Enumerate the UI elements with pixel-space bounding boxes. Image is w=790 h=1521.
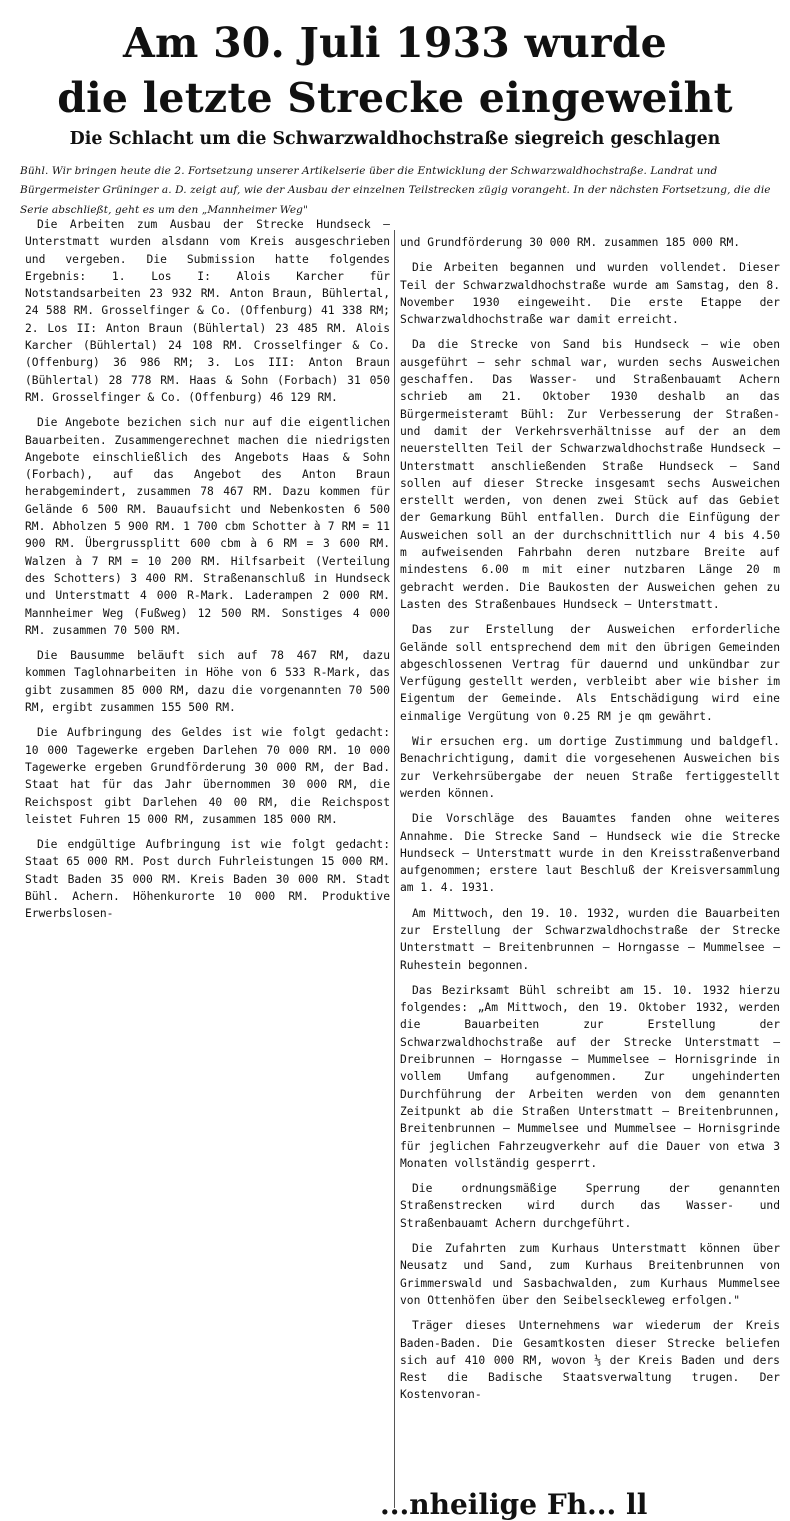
headline-line-1: Am 30. Juli 1933 wurde — [123, 19, 667, 67]
paragraph: Die endgültige Aufbringung ist wie folgt gedacht: Staat 65 000 RM. Post durch Fuhrleistungen 15 000 RM. Stadt Baden 35 000 RM. Kreis Baden 30 000 RM. Stadt Bühl. Achern. Höhenkurorte 10 000 RM. Produktive Erwerbslosen- — [25, 838, 390, 921]
cut-off-headline-fragment: ...nheilige Fh... ll — [380, 1488, 648, 1521]
paragraph: Wir ersuchen erg. um dortige Zustimmung und baldgefl. Benachrichtigung, damit die vorgesehenen Ausweichen bis zur Verkehrsübergabe der neuen Straße fertiggestellt werden können. — [400, 735, 780, 800]
paragraph: Die Zufahrten zum Kurhaus Unterstmatt können über Neusatz und Sand, zum Kurhaus Breitenbrunnen von Grimmerswald und Sasbachwalden, zum Kurhaus Mummelsee von Ottenhöfen über den Seibelseckleweg erfolgen." — [400, 1242, 780, 1307]
subheadline: Die Schlacht um die Schwarzwaldhochstraße siegreich geschlagen — [69, 129, 721, 149]
left-column — [25, 216, 390, 931]
paragraph: Am Mittwoch, den 19. 10. 1932, wurden die Bauarbeiten zur Erstellung der Schwarzwaldhochstraße der Strecke Unterstmatt — Breitenbrunnen — Horngasse — Mummelsee — Ruhestein begonnen. — [400, 906, 780, 972]
paragraph: Träger dieses Unternehmens war wiederum der Kreis Baden-Baden. Die Gesamtkosten dieser Strecke beliefen sich auf 410 000 RM, wovon ⅓ der Kreis Baden und ders Rest die Badische Staatsverwaltung trugen. Der Kostenvoran- — [400, 1319, 780, 1402]
paragraph: Die Arbeiten begannen und wurden vollendet. Dieser Teil der Schwarzwaldhochstraße wurde am Samstag, den 8. November 1930 eingeweiht. Die erste Etappe der Schwarzwaldhochstraße war damit erreicht. — [400, 261, 780, 327]
paragraph: Die Bausumme beläuft sich auf 78 467 RM, dazu kommen Taglohnarbeiten in Höhe von 6 533 R-Mark, das gibt zusammen 85 000 RM, dazu die vorgenannten 70 500 RM, ergibt zusammen 155 500 RM. — [25, 649, 390, 715]
paragraph: Die Aufbringung des Geldes ist wie folgt gedacht: 10 000 Tagewerke ergeben Darlehen 70 000 RM. 10 000 Tagewerke ergeben Grundförderung 30 000 RM, der Bad. Staat hat für das Jahr übernommen 30 000 RM, die Reichspost gibt Darlehen 40 00 RM, die Reichspost leistet Fuhren 15 000 RM, zusammen 185 000 RM. — [25, 726, 390, 826]
column-divider — [394, 230, 395, 1508]
right-column — [400, 234, 780, 1412]
paragraph: Die ordnungsmäßige Sperrung der genannten Straßenstrecken wird durch das Wasser- und Straßenbauamt Achern durchgeführt. — [400, 1182, 780, 1230]
paragraph: Das zur Erstellung der Ausweichen erforderliche Gelände soll entsprechend dem mit den übrigen Gemeinden abgeschlossenen Vertrag für dauernd und unkündbar zur Verfügung gestellt werden, verbleibt aber wie bisher im Eigentum der Gemeinde. Als Entschädigung wird eine einmalige Vergütung von 0.25 RM je qm gewährt. — [400, 623, 780, 723]
headline-line-2: die letzte Strecke eingeweiht — [57, 74, 733, 122]
paragraph: Das Bezirksamt Bühl schreibt am 15. 10. 1932 hierzu folgendes: „Am Mittwoch, den 19. Oktober 1932, werden die Bauarbeiten zur Erstellung der Schwarzwaldhochstraße auf der Strecke Unterstmatt — Dreibrunnen — Horngasse — Mummelsee — Hornisgrinde in vollem Umfang aufgenommen. Zur ungehinderten Durchführung der Arbeiten werden von dem genannten Zeitpunkt ab die Straßen Unterstmatt — Breitenbrunnen, Breitenbrunnen — Mummelsee und Mummelsee — Hornisgrinde für jeglichen Fahrzeugverkehr auf die Dauer von etwa 3 Monaten vollständig gesperrt. — [400, 983, 780, 1170]
paragraph: Die Angebote bezichen sich nur auf die eigentlichen Bauarbeiten. Zusammengerechnet machen die niedrigsten Angebote einschließlich des Angebots Haas & Sohn (Forbach), auf das Angebot des Anton Braun herabgemindert, zusammen 78 467 RM. Dazu kommen für Gelände 6 500 RM. Bauaufsicht und Nebenkosten 6 500 RM. Abholzen 5 900 RM. 1 700 cbm Schotter à 7 RM = 11 900 RM. Übergrussplitt 600 cbm à 6 RM = 3 600 RM. Walzen à 7 RM = 10 200 RM. Hilfsarbeit (Verteilung des Schotters) 3 400 RM. Straßenanschluß in Hundseck und Unterstmatt 4 000 R-Mark. Laderampen 2 000 RM. Mannheimer Weg (Fußweg) 12 500 RM. Sonstiges 4 000 RM. zusammen 70 500 RM. — [25, 416, 390, 637]
paragraph: Die Vorschläge des Bauamtes fanden ohne weiteres Annahme. Die Strecke Sand — Hundseck wie die Strecke Hundseck — Unterstmatt wurde in den Kreisstraßenverband aufgenommen; erstere laut Beschluß der Kreisversammlung am 1. 4. 1931. — [400, 812, 780, 895]
paragraph: Die Arbeiten zum Ausbau der Strecke Hundseck — Unterstmatt wurden alsdann vom Kreis ausgeschrieben und vergeben. Die Submission hatte folgendes Ergebnis: 1. Los I: Alois Karcher für Notstandsarbeiten 23 932 RM. Anton Braun, Bühlertal, 24 588 RM. Grosselfinger & Co. (Offenburg) 41 338 RM; 2. Los II: Anton Braun (Bühlertal) 23 485 RM. Alois Karcher (Bühlertal) 24 108 RM. Crosselfinger & Co. (Offenburg) 36 986 RM; 3. Los III: Anton Braun (Bühlertal) 28 778 RM. Haas & Sohn (Forbach) 31 050 RM. Grosselfinger & Co. (Offenburg) 46 129 RM. — [25, 218, 390, 404]
paragraph: und Grundförderung 30 000 RM. zusammen 185 000 RM. — [400, 236, 741, 249]
intro-paragraph: Bühl. Wir bringen heute die 2. Fortsetzung unserer Artikelserie über die Entwicklung der Schwarzwaldhochstraße. Landrat und Bürgermeister Grüninger a. D. zeigt auf, wie der Ausbau der einzelnen Teilstrecken zügig vorangeht. In der nächsten Fortsetzung, die die Serie abschließt, geht es um den „Mannheimer Weg" — [20, 165, 771, 216]
paragraph: Da die Strecke von Sand bis Hundseck — wie oben ausgeführt — sehr schmal war, wurden sechs Ausweichen geschaffen. Das Wasser- und Straßenbauamt Achern schrieb am 21. Oktober 1930 deshalb an das Bürgermeisteramt Bühl: Zur Verbesserung der Straßen- und damit der Verkehrsverhältnisse auf der an dem neuerstellten Teil der Schwarzwaldhochstraße Hundseck — Unterstmatt anschließenden Straße Hundseck — Sand sollen auf dieser Strecke insgesamt sechs Ausweichen erstellt werden, von denen zwei Stück auf das Gebiet der Gemarkung Bühl entfallen. Durch die Einfügung der Ausweichen soll an der durchschnittlich nur 4 bis 4.50 m aufweisenden Fahrbahn deren nutzbare Breite auf mindestens 6.00 m mit einer nutzbaren Länge 20 m gebracht werden. Die Baukosten der Ausweichen gehen zu Lasten des Straßenbaues Hundseck — Unterstmatt. — [400, 338, 780, 611]
